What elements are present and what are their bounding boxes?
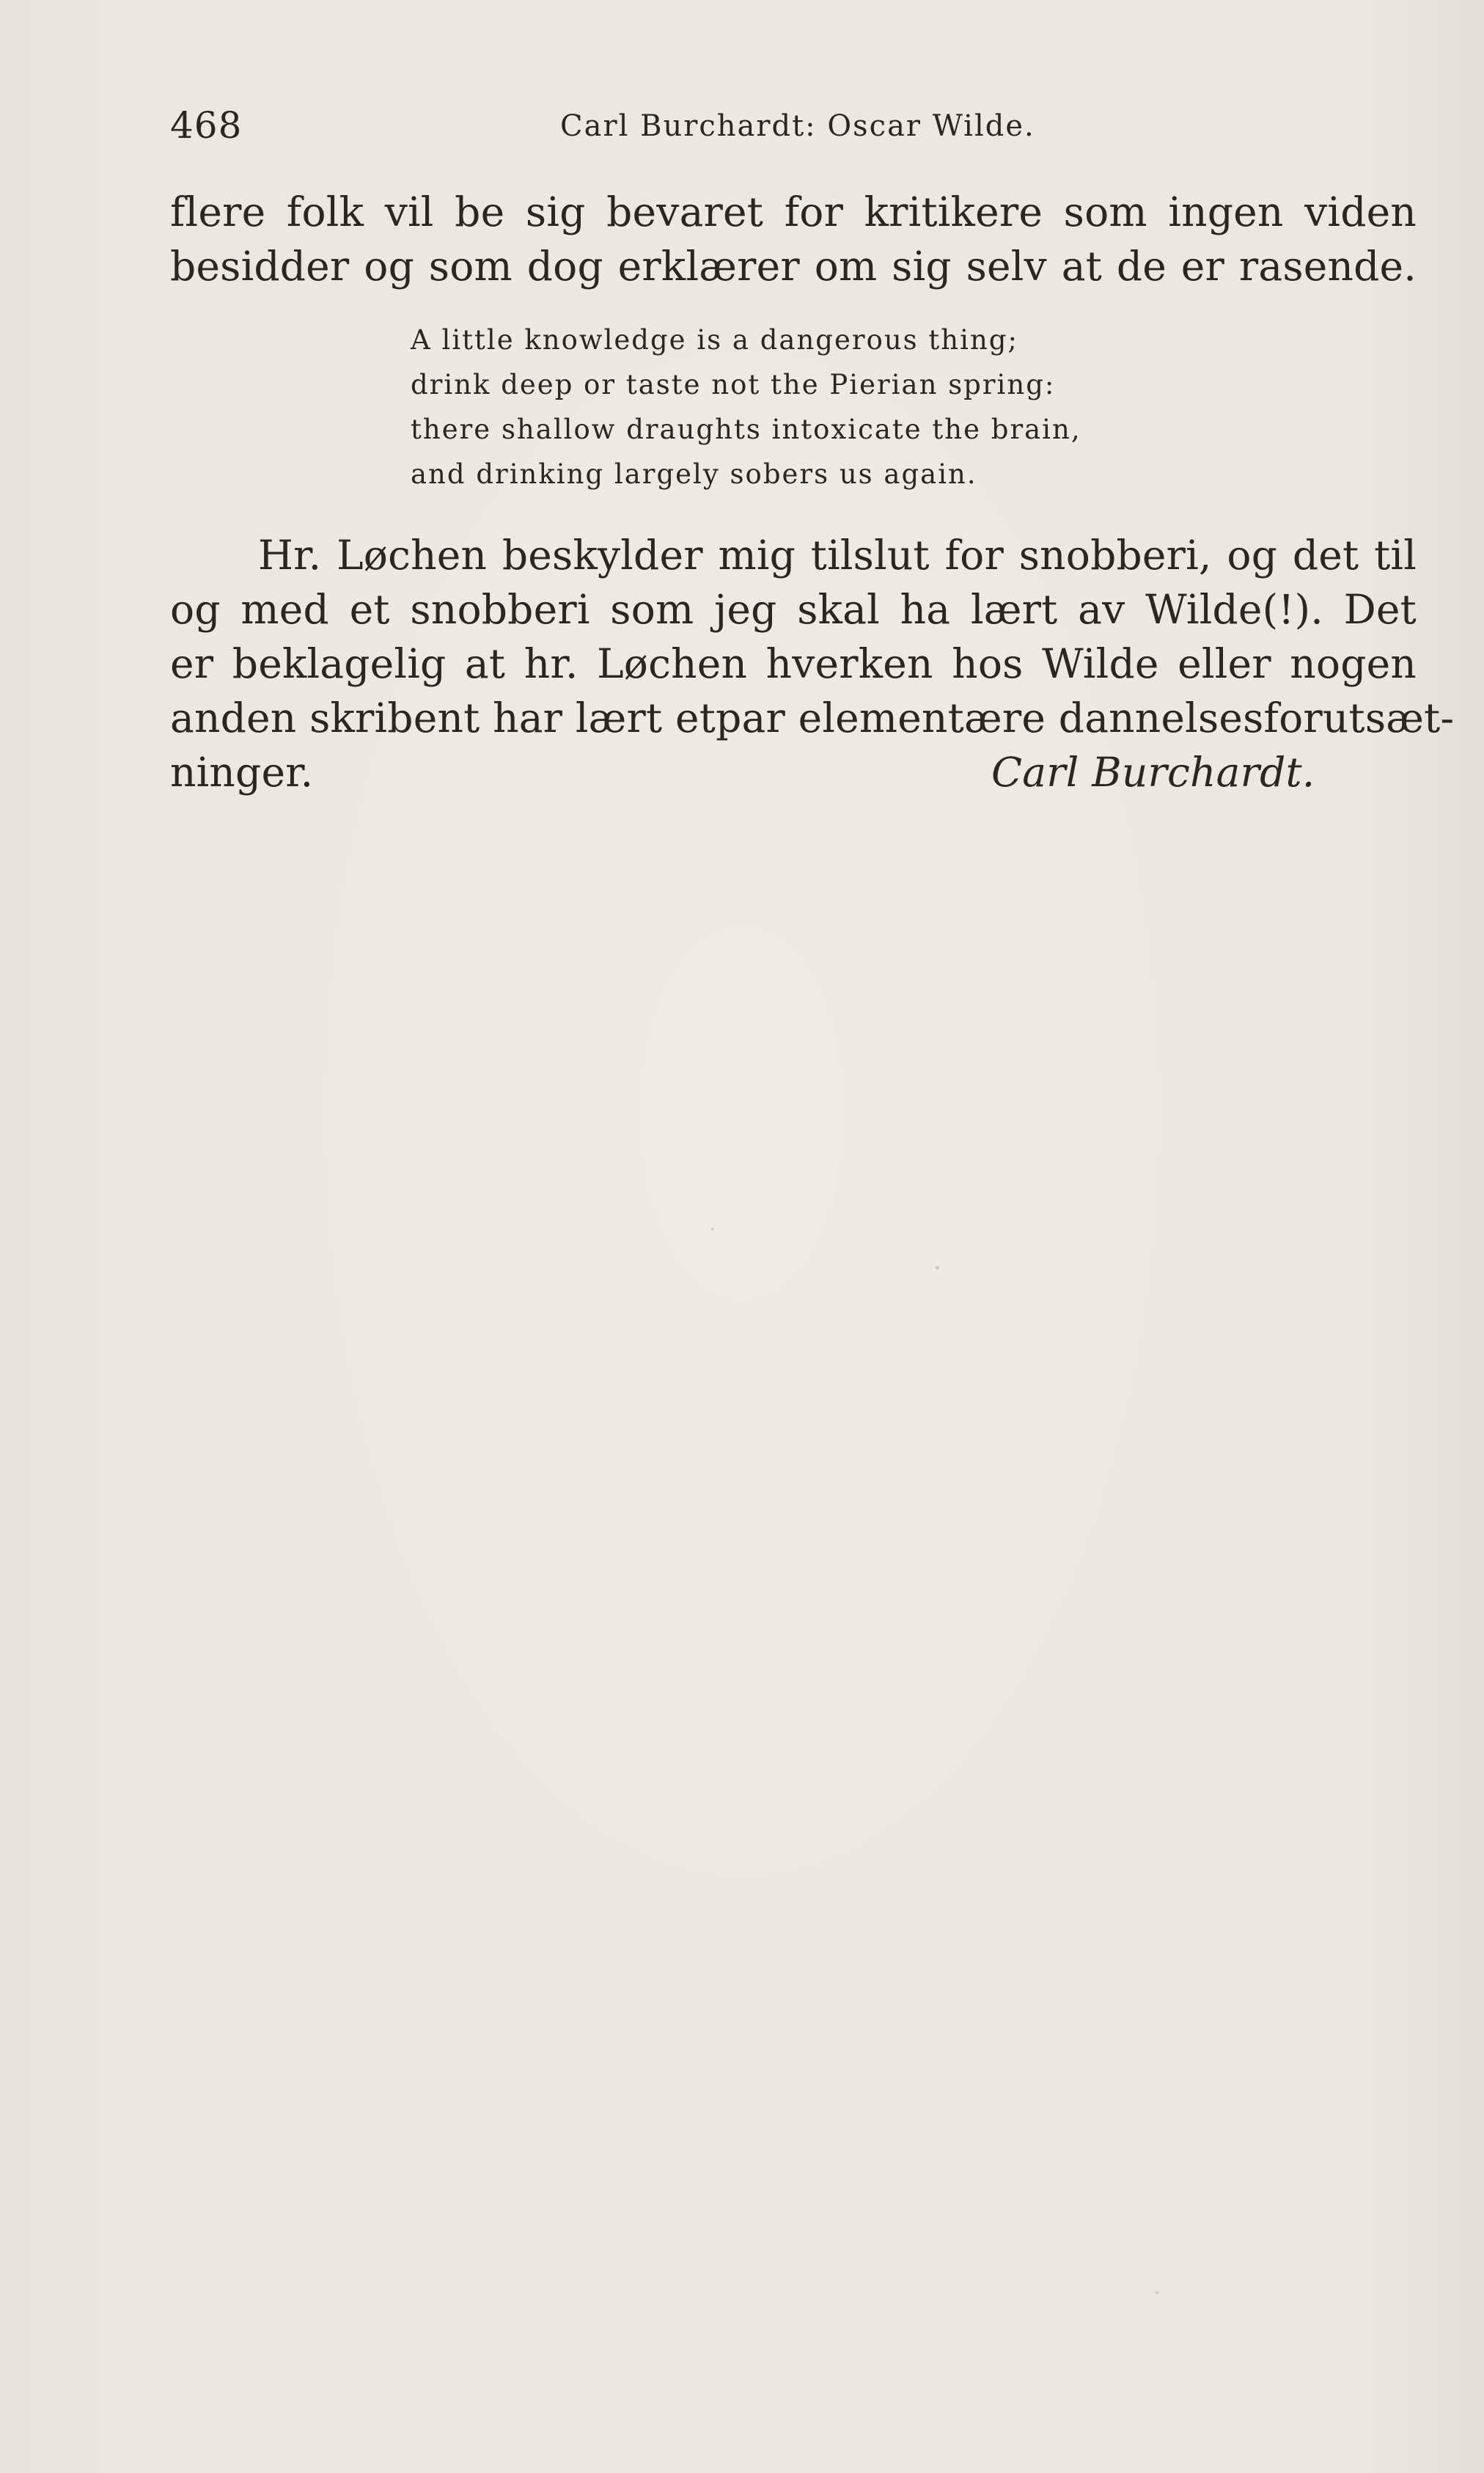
verse-quotation [411, 318, 1217, 497]
paragraph-2-final-line [170, 745, 1417, 799]
paragraph-2-line-4: anden skribent har lært etpar elementære dannelsesforutsæt- [170, 695, 1455, 741]
running-head: Carl Burchardt: Oscar Wilde. [560, 109, 1035, 143]
paper-speck [936, 1266, 939, 1270]
quote-line-2: drink deep or taste not the Pierian spring: [411, 369, 1056, 400]
author-signature: Carl Burchardt. [991, 749, 1315, 796]
quote-line-3: there shallow draughts intoxicate the brain, [411, 414, 1081, 445]
paragraph-2-line-1: Hr. Løchen beskylder mig tilslut for snobberi, og det til [258, 532, 1417, 579]
paragraph-2-line-5: ninger. [170, 749, 314, 796]
page-number: 468 [170, 104, 243, 147]
paragraph-1-line-2: besidder og som dog erklærer om sig selv at de er rasende. [170, 243, 1417, 290]
paragraph-2 [170, 528, 1455, 799]
quote-line-4: and drinking largely sobers us again. [411, 458, 977, 490]
paper-speck [711, 1228, 714, 1231]
quote-line-1: A little knowledge is a dangerous thing; [411, 324, 1018, 356]
paragraph-1-line-1: flere folk vil be sig bevaret for kritikere som ingen viden [170, 188, 1417, 235]
paragraph-2-line-2: og med et snobberi som jeg skal ha lært av Wilde(!). Det [170, 586, 1417, 633]
paper-speck [1156, 2291, 1158, 2294]
paragraph-2-line-3: er beklagelig at hr. Løchen hverken hos Wilde eller nogen [170, 640, 1417, 687]
paragraph-1 [170, 185, 1417, 293]
page-header [170, 100, 1417, 151]
